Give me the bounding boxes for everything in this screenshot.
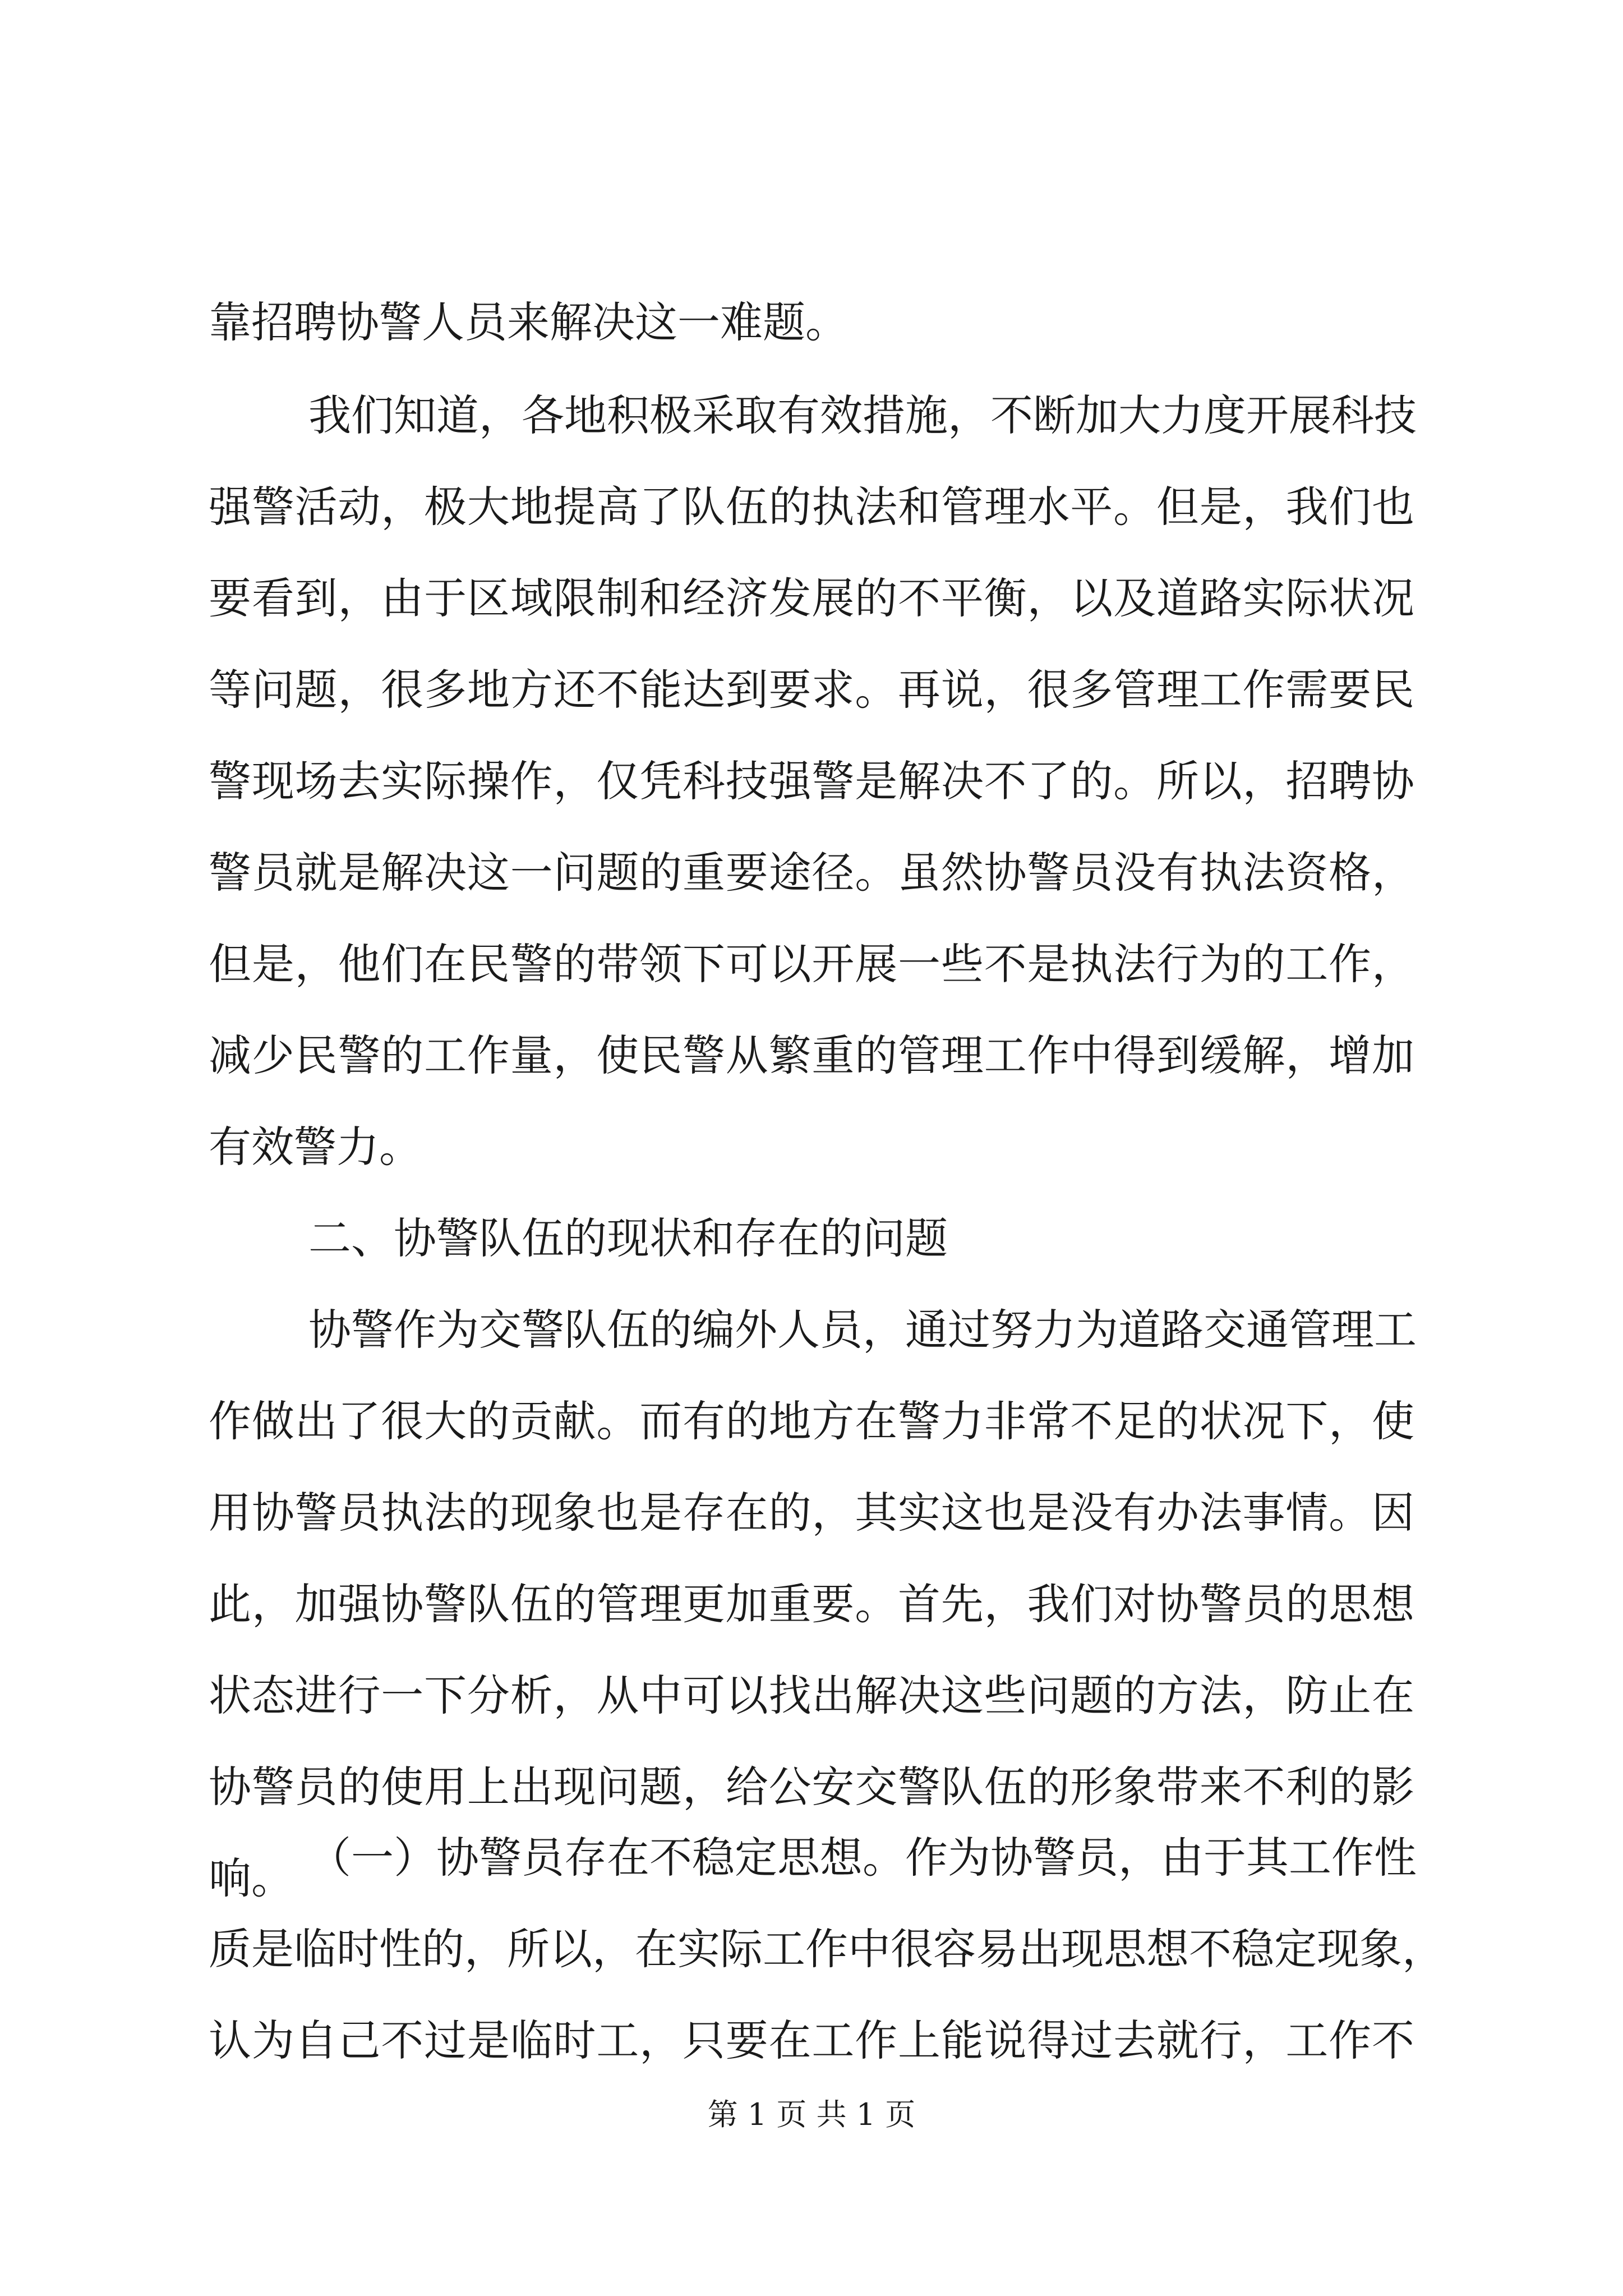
body-text-line: 协警作为交警队伍的编外人员，通过努力为道路交通管理工 [308,1305,1417,1355]
body-text-line: 强警活动，极大地提高了队伍的执法和管理水平。但是，我们也 [209,482,1414,532]
body-text-line: 协警员的使用上出现问题，给公安交警队伍的形象带来不利的影 [209,1762,1414,1812]
body-text-line: 但是，他们在民警的带领下可以开展一些不是执法行为的工作， [209,939,1414,989]
body-text-line: 等问题，很多地方还不能达到要求。再说，很多管理工作需要民 [209,665,1414,715]
body-text-line: 质是临时性的，所以，在实际工作中很容易出现思想不稳定现象， [209,1924,1445,1974]
body-text-line: 有效警力。 [209,1122,422,1172]
body-text-line: 靠招聘协警人员来解决这一难题。 [209,297,848,347]
subsection-line: （一）协警员存在不稳定思想。作为协警员，由于其工作性 [308,1833,1417,1883]
body-text-line: 作做出了很大的贡献。而有的地方在警力非常不足的状况下，使 [209,1396,1414,1446]
section-heading: 二、协警队伍的现状和存在的问题 [308,1213,948,1263]
body-text-line: 状态进行一下分析，从中可以找出解决这些问题的方法，防止在 [209,1671,1414,1720]
body-text-line: 此，加强协警队伍的管理更加重要。首先，我们对协警员的思想 [209,1579,1414,1629]
body-text-line: 减少民警的工作量，使民警从繁重的管理工作中得到缓解，增加 [209,1030,1414,1080]
body-text-line: 用协警员执法的现象也是存在的，其实这也是没有办法事情。因 [209,1488,1414,1538]
body-text-line: 警现场去实际操作，仅凭科技强警是解决不了的。所以，招聘协 [209,756,1414,806]
body-text-line: 认为自己不过是临时工，只要在工作上能说得过去就行，工作不 [209,2016,1414,2065]
page-number-footer: 第 1 页 共 1 页 [707,2097,916,2132]
body-text-line: 响。 [209,1853,294,1903]
body-text-line: 警员就是解决这一问题的重要途径。虽然协警员没有执法资格， [209,848,1414,898]
body-text-line: 我们知道，各地积极采取有效措施，不断加大力度开展科技 [308,390,1417,440]
body-text-line: 要看到，由于区域限制和经济发展的不平衡，以及道路实际状况 [209,573,1414,623]
